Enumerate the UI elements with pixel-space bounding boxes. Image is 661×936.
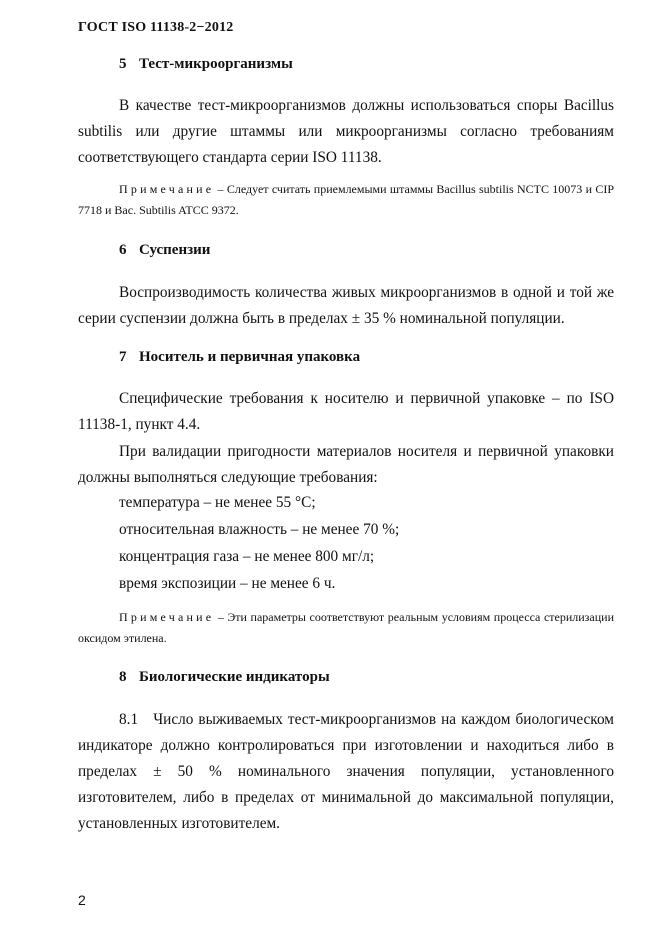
- standard-header: ГОСТ ISO 11138-2−2012: [78, 20, 234, 35]
- requirement-gas-concentration: концентрация газа – не менее 800 мг/л;: [119, 548, 375, 565]
- section-5-note-label: Примечание: [119, 182, 215, 196]
- section-6-title: Суспензии: [139, 242, 211, 258]
- section-7-paragraph-2: При валидации пригодности материалов носителя и первичной упаковки должны выполняться следующие требования:: [78, 443, 614, 486]
- section-7-title: Носитель и первичная упаковка: [139, 349, 361, 365]
- section-5-note-text: – Следует считать приемлемыми штаммы Bacillus subtilis NCTC 10073 и CIP 7718 и Bac. Subtilis ATCC 9372.: [78, 182, 614, 217]
- page-number: 2: [78, 892, 86, 908]
- section-7-number: 7: [119, 349, 127, 365]
- section-7-heading: [119, 349, 360, 366]
- section-7-note: [78, 607, 614, 649]
- section-7-note-text: – Эти параметры соответствуют реальным условиям процесса стерилизации оксидом этилена.: [78, 610, 614, 645]
- section-8-1-paragraph: 8.1 Число выживаемых тест-микроорганизмов на каждом биологическом индикаторе должно контролироваться при изготовлении и находиться либо в пределах ± 50 % номинального значения популяции, установленного изготовителем, либо в пределах от минимальной до максимальной популяции, установленных изготовителем.: [78, 711, 618, 832]
- section-5-note: [78, 179, 614, 221]
- section-8-heading: [119, 669, 330, 686]
- section-8-title: Биологические индикаторы: [139, 669, 330, 685]
- section-7-note-label: Примечание: [119, 610, 215, 624]
- requirement-exposure-time: время экспозиции – не менее 6 ч.: [119, 575, 336, 592]
- requirement-temperature: температура – не менее 55 °С;: [119, 494, 316, 511]
- section-6-paragraph: Воспроизводимость количества живых микроорганизмов в одной и той же серии суспензии должна быть в пределах ± 35 % номинальной популяции.: [78, 284, 614, 327]
- section-6-heading: [119, 242, 210, 259]
- section-6-number: 6: [119, 242, 127, 258]
- section-5-number: 5: [119, 56, 127, 72]
- section-5-title: Тест-микроорганизмы: [139, 56, 293, 72]
- section-7-paragraph-1: Специфические требования к носителю и первичной упаковке – по ISO 11138-1, пункт 4.4.: [78, 390, 614, 433]
- section-5-paragraph: В качестве тест-микроорганизмов должны использоваться споры Bacillus subtilis или другие штаммы или микроорганизмы согласно требованиям соответствующего стандарта серии ISO 11138.: [78, 97, 614, 166]
- section-8-number: 8: [119, 669, 127, 685]
- section-5-heading: [119, 56, 293, 73]
- requirement-humidity: относительная влажность – не менее 70 %;: [119, 521, 400, 538]
